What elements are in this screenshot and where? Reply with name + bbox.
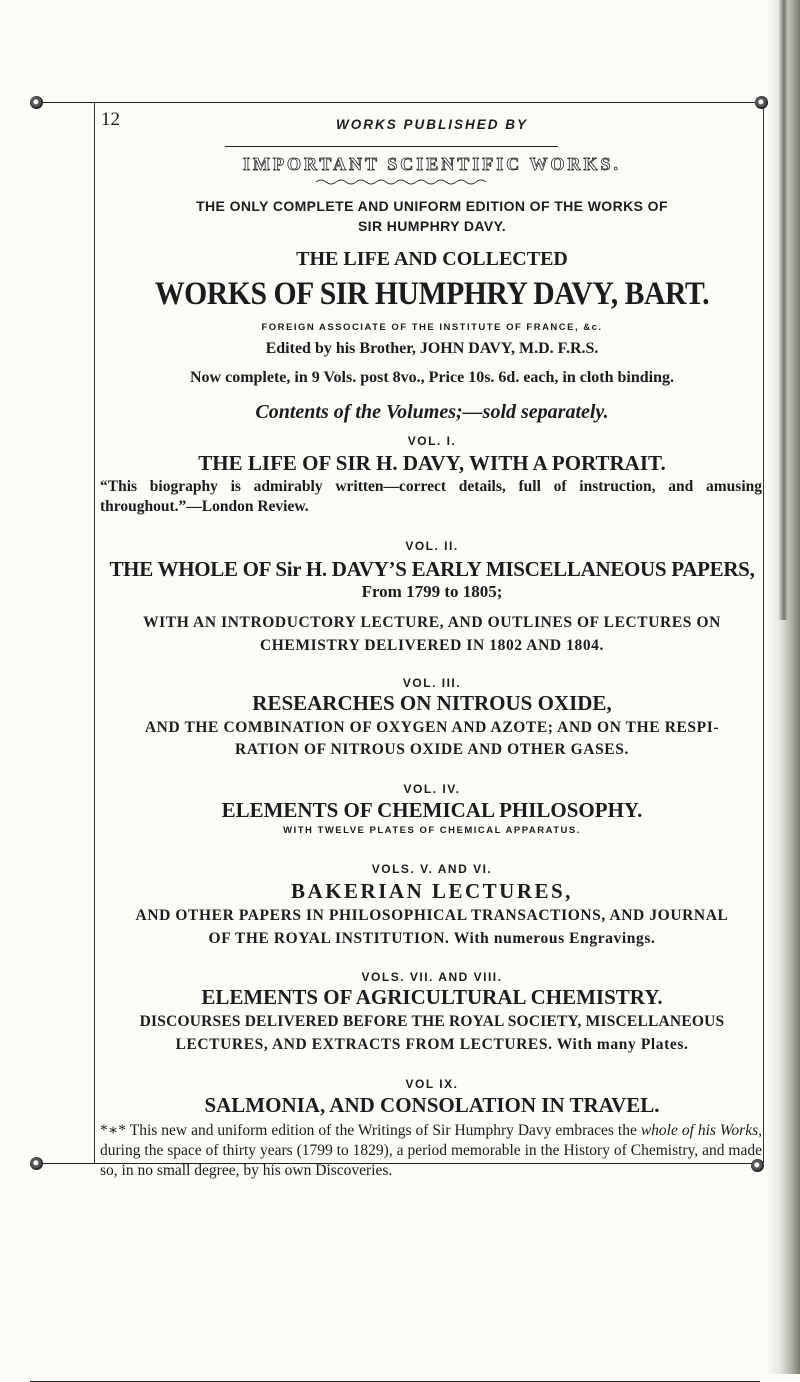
vol-subline: LECTURES, AND EXTRACTS FROM LECTURES. With many Plates. — [175, 1036, 689, 1053]
footnote — [100, 1121, 762, 1181]
vol-title: SALMONIA, AND CONSOLATION IN TRAVEL. — [204, 1093, 660, 1117]
section-title: IMPORTANT SCIENTIFIC WORKS. — [243, 154, 621, 174]
vol-title: ELEMENTS OF CHEMICAL PHILOSOPHY. — [221, 798, 643, 822]
work-title-line-1: THE LIFE AND COLLECTED — [296, 248, 568, 270]
vol-subline: AND THE COMBINATION OF OXYGEN AND AZOTE; AND ON THE RESPI- — [144, 719, 720, 736]
vol-label: VOL. IV. — [403, 782, 461, 796]
vol-title: THE WHOLE OF Sir H. DAVY’S EARLY MISCELLANEOUS PAPERS, — [109, 557, 755, 581]
page-number: 12 — [101, 109, 120, 130]
vol-subline: From 1799 to 1805; — [361, 582, 503, 601]
running-title: WORKS PUBLISHED BY — [335, 117, 528, 132]
top-border-rule — [30, 102, 760, 103]
vol-label: VOL. III. — [402, 676, 462, 690]
vol-subline: OF THE ROYAL INSTITUTION. With numerous Engravings. — [208, 930, 656, 947]
footnote-text: This new and uniform edition of the Writings of Sir Humphry Davy embraces the — [129, 1122, 641, 1139]
corner-ornament-icon — [30, 1157, 43, 1170]
vol-subline: WITH AN INTRODUCTORY LECTURE, AND OUTLINES OF LECTURES ON — [143, 614, 721, 631]
vol-subline: AND OTHER PAPERS IN PHILOSOPHICAL TRANSACTIONS, AND JOURNAL — [135, 907, 729, 924]
edition-line-1: THE ONLY COMPLETE AND UNIFORM EDITION OF THE WORKS OF — [196, 198, 668, 214]
footnote-marker: *∗* — [100, 1122, 130, 1139]
header-underline — [225, 146, 558, 147]
corner-ornament-icon — [755, 96, 768, 109]
affiliation-line: FOREIGN ASSOCIATE OF THE INSTITUTE OF FRANCE, &c. — [261, 322, 603, 333]
edition-line-2: SIR HUMPHRY DAVY. — [357, 218, 507, 234]
vol-label: VOL. II. — [405, 539, 459, 553]
vol-quote: “This biography is admirably written—correct details, full of instruction, and amusing throughout.”—London Review. — [100, 478, 762, 515]
vol-subline: CHEMISTRY DELIVERED IN 1802 AND 1804. — [259, 637, 605, 654]
vol-title: THE LIFE OF SIR H. DAVY, WITH A PORTRAIT. — [198, 451, 666, 475]
vol-title: BAKERIAN LECTURES, — [291, 879, 573, 903]
vol-subline: DISCOURSES DELIVERED BEFORE THE ROYAL SOCIETY, MISCELLANEOUS — [139, 1013, 725, 1030]
vol-subline: RATION OF NITROUS OXIDE AND OTHER GASES. — [235, 741, 629, 758]
corner-ornament-icon — [30, 96, 43, 109]
editor-line: Edited by his Brother, JOHN DAVY, M.D. F.R.S. — [265, 340, 599, 357]
work-title-line-2: WORKS OF SIR HUMPHRY DAVY, BART. — [154, 276, 710, 312]
footnote-text: during the space of thirty years (1799 to 1829), a period memorable in the History of Chemistry, and made so, in no small degree, by his own Discoveries. — [100, 1142, 762, 1179]
page-edge-stain — [778, 0, 788, 620]
footnote-italic: whole of his Works, — [640, 1122, 762, 1139]
vol-label: VOL IX. — [405, 1077, 459, 1091]
wavy-divider-icon — [316, 178, 486, 186]
vol-label: VOL. I. — [407, 434, 457, 448]
vol-title: RESEARCHES ON NITROUS OXIDE, — [252, 691, 612, 715]
vol-label: VOLS. V. AND VI. — [371, 862, 493, 876]
vol-label: VOLS. VII. AND VIII. — [361, 970, 503, 984]
vol-title: ELEMENTS OF AGRICULTURAL CHEMISTRY. — [201, 985, 663, 1009]
contents-heading: Contents of the Volumes;—sold separately. — [255, 401, 609, 423]
vol-subline: WITH TWELVE PLATES OF CHEMICAL APPARATUS. — [283, 825, 581, 836]
left-border-rule — [94, 102, 95, 1163]
pricing-line: Now complete, in 9 Vols. post 8vo., Price 10s. 6d. each, in cloth binding. — [189, 369, 675, 386]
